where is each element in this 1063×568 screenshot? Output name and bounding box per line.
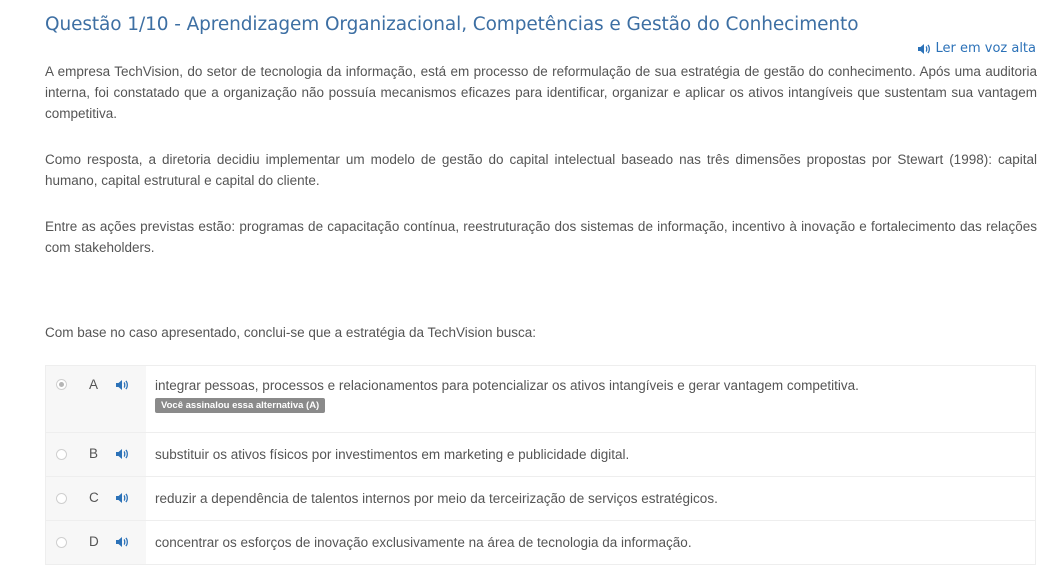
option-b[interactable]	[45, 433, 1036, 477]
option-text: concentrar os esforços de inovação exclusivamente na área de tecnologia da informação.	[155, 535, 692, 550]
option-d[interactable]	[45, 521, 1036, 565]
option-text: substituir os ativos físicos por investimentos em marketing e publicidade digital.	[155, 447, 630, 462]
option-letter: A	[89, 377, 99, 392]
option-controls	[46, 433, 146, 476]
question-prompt: Com base no caso apresentado, conclui-se que a estratégia da TechVision busca:	[45, 325, 537, 340]
speaker-icon[interactable]	[115, 491, 129, 509]
option-controls	[46, 366, 146, 432]
option-a-radio[interactable]	[56, 379, 67, 390]
speaker-icon[interactable]	[115, 378, 129, 396]
selected-badge: Você assinalou essa alternativa (A)	[155, 398, 325, 413]
option-controls	[46, 521, 146, 564]
question-title: Questão 1/10 - Aprendizagem Organizacional, Competências e Gestão do Conhecimento	[45, 14, 859, 35]
option-text: integrar pessoas, processos e relacionamentos para potencializar os ativos intangíveis e gerar vantagem competitiva.	[155, 378, 859, 393]
option-letter: C	[89, 490, 99, 505]
option-controls	[46, 477, 146, 520]
answer-options	[45, 365, 1036, 565]
read-aloud-button[interactable]	[917, 41, 1036, 56]
speaker-icon[interactable]	[115, 447, 129, 465]
option-letter: B	[89, 446, 99, 461]
speaker-icon[interactable]	[115, 535, 129, 553]
option-letter: D	[89, 534, 99, 549]
read-aloud-label: Ler em voz alta	[935, 41, 1036, 56]
question-statement	[45, 61, 1037, 258]
option-d-radio[interactable]	[56, 537, 67, 548]
option-b-radio[interactable]	[56, 449, 67, 460]
option-c-radio[interactable]	[56, 493, 67, 504]
option-text: reduzir a dependência de talentos internos por meio da terceirização de serviços estratégicos.	[155, 491, 718, 506]
statement-paragraph: A empresa TechVision, do setor de tecnologia da informação, está em processo de reformulação de sua estratégia de gestão do conhecimento. Após uma auditoria interna, foi constatado que a organização não possuía mecanismos eficazes para identificar, organizar e aplicar os ativos intangíveis que sustentam sua vantagem competitiva.	[45, 64, 1037, 121]
option-c[interactable]	[45, 477, 1036, 521]
speaker-icon	[917, 43, 931, 55]
statement-paragraph: Entre as ações previstas estão: programas de capacitação contínua, reestruturação dos sistemas de informação, incentivo à inovação e fortalecimento das relações com stakeholders.	[45, 219, 1037, 255]
option-text-container	[146, 366, 1035, 432]
option-a[interactable]	[45, 365, 1036, 433]
statement-paragraph: Como resposta, a diretoria decidiu implementar um modelo de gestão do capital intelectual baseado nas três dimensões propostas por Stewart (1998): capital humano, capital estrutural e capital do cliente.	[45, 152, 1037, 188]
